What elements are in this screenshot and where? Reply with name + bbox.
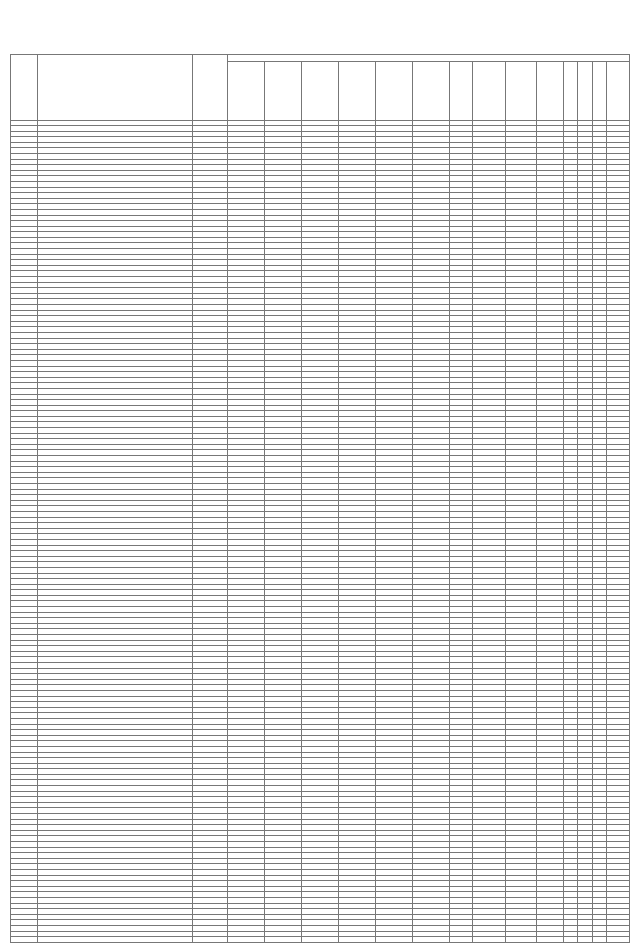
indicator-name-cell (37, 937, 192, 943)
header-col-6 (301, 62, 338, 121)
value-cell (227, 937, 264, 943)
value-cell (376, 937, 413, 943)
unit-code-cell (192, 937, 227, 943)
value-cell (264, 937, 301, 943)
value-cell (450, 937, 473, 943)
header-col-10 (450, 62, 473, 121)
header-indicator-name (37, 55, 192, 121)
value-cell (413, 937, 450, 943)
header-col-14 (563, 62, 577, 121)
value-cell (301, 937, 338, 943)
header-col-4 (227, 62, 264, 121)
header-col-17 (607, 62, 630, 121)
header-col-9 (413, 62, 450, 121)
header-group-title (227, 55, 629, 62)
header-line-4 (10, 40, 630, 45)
header-col-8 (376, 62, 413, 121)
value-cell (592, 937, 606, 943)
page-number (0, 872, 640, 876)
header-row-number (11, 55, 38, 121)
header-col-7 (339, 62, 376, 121)
header-col-13 (537, 62, 564, 121)
header-col-16 (592, 62, 606, 121)
value-cell (607, 937, 630, 943)
header-unit-code (192, 55, 227, 121)
value-cell (339, 937, 376, 943)
header-col-5 (264, 62, 301, 121)
value-cell (578, 937, 592, 943)
data-table-container (10, 54, 630, 943)
value-cell (563, 937, 577, 943)
row-number-cell (11, 937, 38, 943)
header-col-11 (473, 62, 506, 121)
value-cell (537, 937, 564, 943)
header-col-15 (578, 62, 592, 121)
data-table (10, 54, 630, 943)
table-body (11, 126, 630, 943)
document-header (10, 26, 630, 48)
header-col-12 (506, 62, 537, 121)
value-cell (473, 937, 506, 943)
value-cell (506, 937, 537, 943)
table-row (11, 937, 630, 943)
